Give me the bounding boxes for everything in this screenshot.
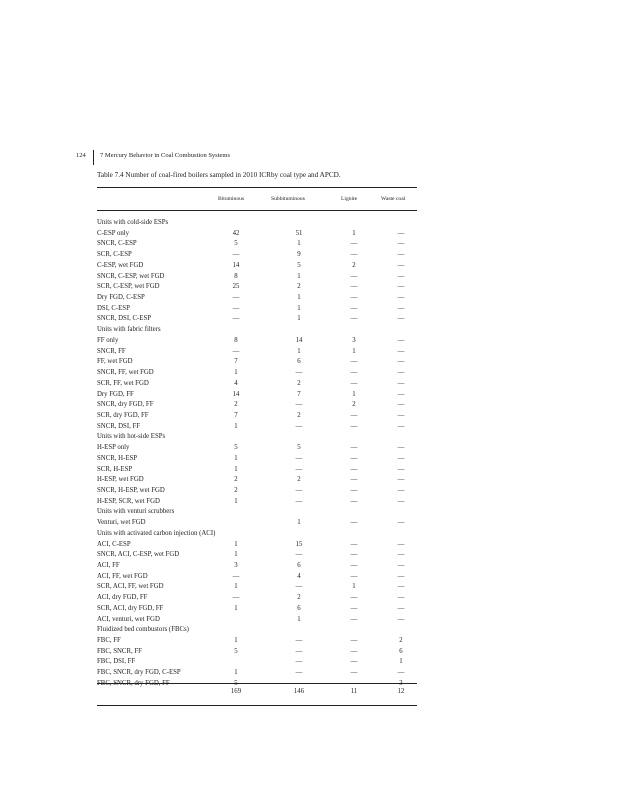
row-label: ACI, FF	[97, 562, 120, 569]
table-row	[97, 272, 417, 283]
cell-subbituminous: —	[295, 583, 303, 591]
row-label: FF only	[97, 336, 119, 344]
cell-subbituminous: —	[295, 551, 303, 559]
cell-waste-coal: —	[397, 347, 405, 355]
table-row	[97, 379, 417, 390]
cell-subbituminous: 1	[297, 315, 301, 323]
table-row	[97, 615, 417, 626]
row-label: SNCR, DSI, FF	[97, 422, 141, 430]
cell-lignite: 2	[352, 261, 356, 269]
cell-bituminous: 2	[234, 476, 238, 484]
cell-lignite: —	[350, 572, 358, 580]
cell-lignite: —	[350, 294, 358, 302]
cell-subbituminous: —	[295, 369, 303, 377]
table-row	[97, 336, 417, 347]
cell-lignite: 1	[352, 583, 356, 591]
cell-bituminous: 5	[234, 444, 238, 452]
cell-waste-coal: —	[397, 594, 405, 602]
total-waste-coal: 12	[397, 688, 405, 695]
cell-lignite: —	[350, 369, 358, 377]
table-top-rule	[97, 187, 417, 188]
page-number: 124	[76, 152, 86, 159]
row-label: FBC, FF	[97, 637, 121, 645]
cell-lignite: —	[350, 304, 358, 312]
row-label: ACI, dry FGD, FF	[97, 594, 148, 602]
cell-waste-coal: —	[397, 540, 405, 548]
table-row	[97, 368, 417, 379]
cell-subbituminous: —	[295, 497, 303, 505]
table-row	[97, 507, 417, 518]
cell-subbituminous: 1	[297, 240, 301, 248]
table-row	[97, 465, 417, 476]
row-label: Units with activated carbon injection (ACI)	[97, 529, 216, 537]
row-label: Venturi, wet FGD	[97, 519, 146, 527]
cell-waste-coal: —	[397, 390, 405, 398]
cell-lignite: —	[350, 486, 358, 494]
cell-bituminous: 2	[234, 401, 238, 409]
cell-lignite: —	[350, 604, 358, 612]
cell-bituminous: —	[232, 315, 240, 323]
row-label: Units with fabric filters	[97, 326, 161, 334]
cell-waste-coal: —	[397, 369, 405, 377]
row-label: SCR, ACI, FF, wet FGD	[97, 583, 164, 591]
cell-waste-coal: —	[397, 240, 405, 248]
cell-lignite: 1	[352, 347, 356, 355]
cell-subbituminous: 5	[297, 261, 301, 269]
table-bottom-rule	[97, 705, 417, 706]
cell-subbituminous: 1	[297, 304, 301, 312]
cell-lignite: —	[350, 551, 358, 559]
cell-lignite: —	[350, 562, 358, 569]
cell-bituminous: 1	[234, 604, 238, 612]
cell-bituminous: —	[232, 572, 240, 580]
cell-bituminous: 8	[234, 272, 238, 280]
table-row	[97, 411, 417, 422]
table-row	[97, 593, 417, 604]
cell-lignite: —	[350, 444, 358, 452]
cell-bituminous: 1	[234, 465, 238, 473]
cell-waste-coal: —	[397, 444, 405, 452]
table-row	[97, 518, 417, 529]
cell-waste-coal: —	[397, 604, 405, 612]
table-row	[97, 250, 417, 261]
cell-waste-coal: —	[397, 336, 405, 344]
cell-subbituminous: 1	[297, 519, 301, 527]
cell-bituminous: 1	[234, 637, 238, 645]
cell-waste-coal: —	[397, 229, 405, 237]
cell-bituminous: —	[232, 251, 240, 259]
cell-waste-coal: —	[397, 519, 405, 527]
cell-subbituminous: —	[295, 422, 303, 430]
cell-lignite: —	[350, 476, 358, 484]
cell-bituminous: 42	[232, 229, 240, 237]
row-label: SNCR, FF, wet FGD	[97, 369, 154, 377]
row-label: Units with venturi scrubbers	[97, 508, 175, 516]
cell-lignite: —	[350, 465, 358, 473]
row-label: SCR, dry FGD, FF	[97, 411, 149, 419]
cell-lignite: —	[350, 669, 358, 677]
row-label: Units with hot-side ESPs	[97, 433, 166, 441]
row-label: Dry FGD, C-ESP	[97, 294, 145, 302]
cell-lignite: 1	[352, 229, 356, 237]
cell-subbituminous: —	[295, 401, 303, 409]
cell-subbituminous: 51	[295, 229, 303, 237]
total-subbituminous: 146	[293, 688, 305, 695]
cell-lignite: —	[350, 497, 358, 505]
cell-waste-coal: —	[397, 486, 405, 494]
cell-waste-coal: —	[397, 251, 405, 259]
row-label: FBC, SNCR, dry FGD, C-ESP	[97, 669, 181, 677]
cell-lignite: —	[350, 658, 358, 666]
table-row	[97, 347, 417, 358]
cell-subbituminous: 7	[297, 390, 301, 398]
row-label: Fluidized bed combustors (FBCs)	[97, 626, 189, 634]
cell-lignite: —	[350, 637, 358, 645]
table-row	[97, 400, 417, 411]
row-label: SNCR, FF	[97, 347, 126, 355]
cell-waste-coal: —	[397, 422, 405, 430]
cell-lignite: —	[350, 540, 358, 548]
cell-subbituminous: 4	[297, 572, 301, 580]
cell-bituminous: 1	[234, 454, 238, 462]
cell-lignite: —	[350, 454, 358, 462]
cell-waste-coal: —	[397, 562, 405, 569]
cell-lignite: —	[350, 272, 358, 280]
page-header	[0, 150, 618, 164]
cell-subbituminous: 1	[297, 615, 301, 623]
cell-subbituminous: —	[295, 637, 303, 645]
table-body	[97, 218, 417, 690]
row-label: SNCR, H-ESP, wet FGD	[97, 486, 165, 494]
cell-bituminous: 5	[234, 647, 238, 655]
row-label: SCR, FF, wet FGD	[97, 379, 149, 387]
table-row	[97, 668, 417, 679]
row-label: ACI, venturi, wet FGD	[97, 615, 160, 623]
cell-subbituminous: 5	[297, 444, 301, 452]
table-row	[97, 261, 417, 272]
table-row	[97, 239, 417, 250]
table-row	[97, 282, 417, 293]
total-lignite: 11	[350, 688, 358, 695]
column-header-subbituminous: Subbituminous	[271, 196, 305, 202]
table-row	[97, 475, 417, 486]
table-row	[97, 647, 417, 658]
table-row	[97, 432, 417, 443]
table-row	[97, 390, 417, 401]
cell-bituminous: 1	[234, 422, 238, 430]
table-row	[97, 314, 417, 325]
table-row	[97, 357, 417, 368]
cell-bituminous: 1	[234, 583, 238, 591]
table-row	[97, 572, 417, 583]
column-header-bituminous: Bituminous	[218, 196, 245, 202]
table-row	[97, 561, 417, 572]
table-row	[97, 540, 417, 551]
table-caption: Table 7.4 Number of coal-fired boilers sampled in 2010 ICRby coal type and APCD.	[97, 171, 341, 179]
cell-subbituminous: 2	[297, 379, 301, 387]
cell-waste-coal: —	[397, 358, 405, 366]
cell-lignite: 1	[352, 390, 356, 398]
row-label: SCR, C-ESP	[97, 251, 132, 259]
table-row	[97, 636, 417, 647]
table-row	[97, 443, 417, 454]
totals-row	[97, 688, 417, 698]
table-row	[97, 293, 417, 304]
cell-subbituminous: 9	[297, 251, 301, 259]
cell-bituminous: 7	[234, 411, 238, 419]
cell-bituminous: 1	[234, 497, 238, 505]
cell-lignite: —	[350, 283, 358, 291]
row-label: Dry FGD, FF	[97, 390, 134, 398]
row-label: SCR, H-ESP	[97, 465, 133, 473]
cell-lignite: —	[350, 240, 358, 248]
cell-subbituminous: 2	[297, 411, 301, 419]
row-label: FF, wet FGD	[97, 358, 133, 366]
row-label: SNCR, C-ESP, wet FGD	[97, 272, 165, 280]
table-totals-rule	[97, 683, 417, 684]
table-row	[97, 625, 417, 636]
row-label: DSI, C-ESP	[97, 304, 130, 312]
table-row	[97, 497, 417, 508]
cell-subbituminous: —	[295, 454, 303, 462]
cell-waste-coal: —	[397, 669, 405, 677]
cell-subbituminous: —	[295, 658, 303, 666]
header-divider	[93, 150, 94, 165]
cell-bituminous: 14	[232, 261, 240, 269]
row-label: SNCR, dry FGD, FF	[97, 401, 154, 409]
table-header-rule	[97, 210, 417, 211]
cell-waste-coal: —	[397, 379, 405, 387]
table-row	[97, 304, 417, 315]
cell-waste-coal: —	[397, 476, 405, 484]
cell-waste-coal: 6	[399, 647, 403, 655]
table-row	[97, 325, 417, 336]
cell-bituminous: 25	[232, 283, 240, 291]
row-label: SNCR, C-ESP	[97, 240, 137, 248]
table-row	[97, 218, 417, 229]
cell-waste-coal: 2	[399, 637, 403, 645]
cell-subbituminous: 6	[297, 562, 301, 569]
cell-waste-coal: —	[397, 261, 405, 269]
cell-subbituminous: 6	[297, 604, 301, 612]
row-label: FBC, DSI, FF	[97, 658, 136, 666]
cell-lignite: 2	[352, 401, 356, 409]
cell-bituminous: 1	[234, 669, 238, 677]
cell-lignite: —	[350, 615, 358, 623]
row-label: Units with cold-side ESPs	[97, 219, 169, 226]
cell-bituminous: —	[232, 294, 240, 302]
cell-bituminous: 1	[234, 540, 238, 548]
table-row	[97, 550, 417, 561]
table-row	[97, 422, 417, 433]
cell-waste-coal: —	[397, 572, 405, 580]
column-header-waste-coal: Waste coal	[381, 196, 406, 202]
cell-subbituminous: 1	[297, 294, 301, 302]
row-label: C-ESP only	[97, 229, 130, 237]
cell-lignite: —	[350, 519, 358, 527]
cell-lignite: —	[350, 251, 358, 259]
cell-subbituminous: —	[295, 669, 303, 677]
chapter-title: 7 Mercury Behavior in Coal Combustion Systems	[100, 152, 230, 159]
row-label: FBC, SNCR, FF	[97, 647, 142, 655]
cell-subbituminous: 15	[295, 540, 303, 548]
cell-lignite: —	[350, 594, 358, 602]
cell-waste-coal: —	[397, 272, 405, 280]
row-label: H-ESP, SCR, wet FGD	[97, 497, 160, 505]
cell-waste-coal: —	[397, 315, 405, 323]
cell-waste-coal: 1	[399, 658, 403, 666]
cell-bituminous: 2	[234, 486, 238, 494]
cell-bituminous: —	[232, 304, 240, 312]
cell-subbituminous: 14	[295, 336, 303, 344]
cell-bituminous: 5	[234, 240, 238, 248]
cell-waste-coal: —	[397, 551, 405, 559]
table-row	[97, 529, 417, 540]
table-row	[97, 229, 417, 240]
cell-subbituminous: 2	[297, 594, 301, 602]
cell-lignite: —	[350, 411, 358, 419]
table-row	[97, 604, 417, 615]
cell-lignite: —	[350, 358, 358, 366]
row-label: H-ESP, wet FGD	[97, 476, 144, 484]
cell-waste-coal: —	[397, 497, 405, 505]
cell-bituminous: 3	[234, 562, 238, 569]
cell-lignite: 3	[352, 336, 356, 344]
cell-waste-coal: —	[397, 294, 405, 302]
cell-bituminous: 1	[234, 369, 238, 377]
table-row	[97, 486, 417, 497]
cell-waste-coal: —	[397, 401, 405, 409]
row-label: SNCR, ACI, C-ESP, wet FGD	[97, 551, 180, 559]
cell-waste-coal: —	[397, 615, 405, 623]
cell-lignite: —	[350, 647, 358, 655]
cell-subbituminous: 2	[297, 283, 301, 291]
row-label: SNCR, H-ESP	[97, 454, 138, 462]
cell-subbituminous: 1	[297, 272, 301, 280]
cell-lignite: —	[350, 315, 358, 323]
cell-bituminous: —	[232, 594, 240, 602]
column-header-lignite: Lignite	[341, 196, 358, 202]
cell-subbituminous: —	[295, 647, 303, 655]
cell-waste-coal: —	[397, 583, 405, 591]
cell-lignite: —	[350, 379, 358, 387]
cell-waste-coal: —	[397, 283, 405, 291]
cell-bituminous: 8	[234, 336, 238, 344]
row-label: SCR, ACI, dry FGD, FF	[97, 604, 164, 612]
row-label: SNCR, DSI, C-ESP	[97, 315, 152, 323]
cell-bituminous: 1	[234, 551, 238, 559]
table-row	[97, 657, 417, 668]
cell-waste-coal: —	[397, 411, 405, 419]
cell-subbituminous: 1	[297, 347, 301, 355]
table-row	[97, 582, 417, 593]
cell-waste-coal: —	[397, 454, 405, 462]
row-label: H-ESP only	[97, 444, 130, 452]
cell-waste-coal: —	[397, 304, 405, 312]
row-label: C-ESP, wet FGD	[97, 261, 144, 269]
cell-bituminous: 7	[234, 358, 238, 366]
cell-subbituminous: 6	[297, 358, 301, 366]
cell-lignite: —	[350, 422, 358, 430]
table-row	[97, 454, 417, 465]
cell-waste-coal: —	[397, 465, 405, 473]
row-label: ACI, C-ESP	[97, 540, 131, 548]
cell-bituminous: —	[232, 347, 240, 355]
cell-subbituminous: 2	[297, 476, 301, 484]
total-bituminous: 169	[230, 688, 242, 695]
cell-subbituminous: —	[295, 486, 303, 494]
cell-subbituminous: —	[295, 465, 303, 473]
row-label: ACI, FF, wet FGD	[97, 572, 148, 580]
cell-bituminous: 4	[234, 379, 238, 387]
row-label: SCR, C-ESP, wet FGD	[97, 283, 160, 291]
cell-bituminous: 14	[232, 390, 240, 398]
